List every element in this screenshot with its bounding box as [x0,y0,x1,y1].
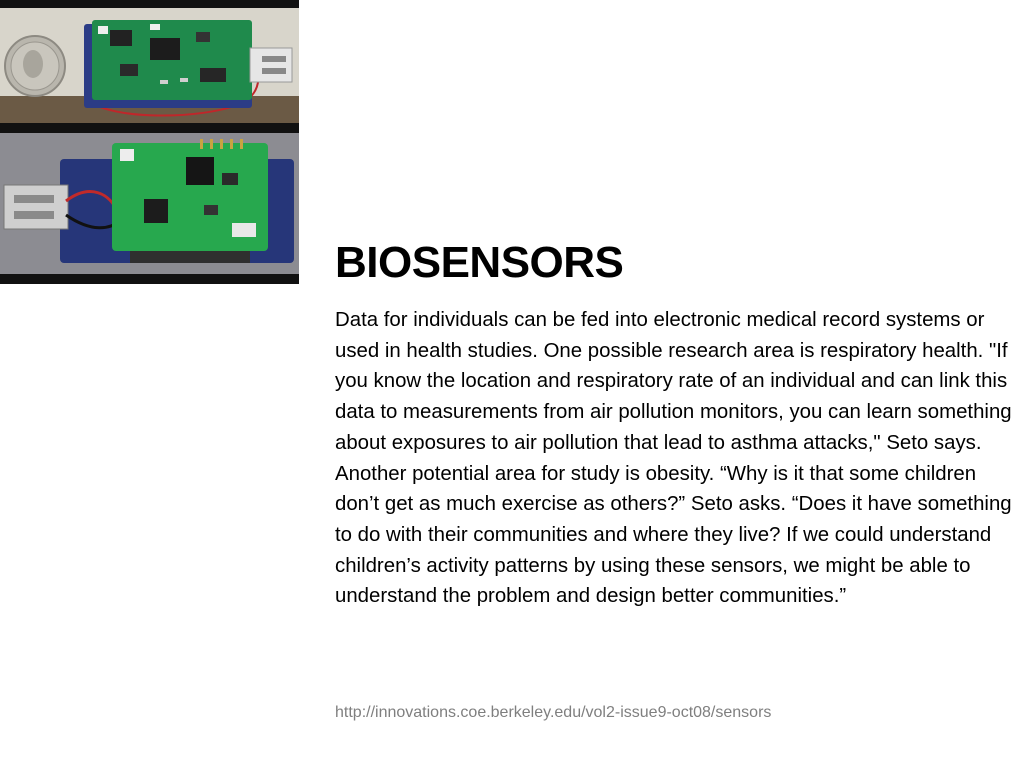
slide-title: BIOSENSORS [335,238,624,287]
biosensor-photo-panel [0,0,299,284]
slide-body-text: Data for individuals can be fed into electronic medical record systems or used in health studies. One possible research area is respiratory health. "If you know the location and respiratory rate of an individual and can link this data to measurements from air pollution monitors, you can learn something about exposures to air pollution that lead to asthma attacks," Seto says. Another potential area for study is obesity. “Why is it that some children don’t get as much exercise as others?” Seto asks. “Does it have something to do with their communities and where they live? If we could understand children’s activity patterns by using these sensors, we might be able to understand the problem and design better communities.” [335,309,1012,608]
sensor-board-with-coin-photo [0,8,299,123]
stacked-sensor-boards-photo [0,133,299,274]
source-link[interactable]: http://innovations.coe.berkeley.edu/vol2-issue9-oct08/sensors [335,704,772,721]
